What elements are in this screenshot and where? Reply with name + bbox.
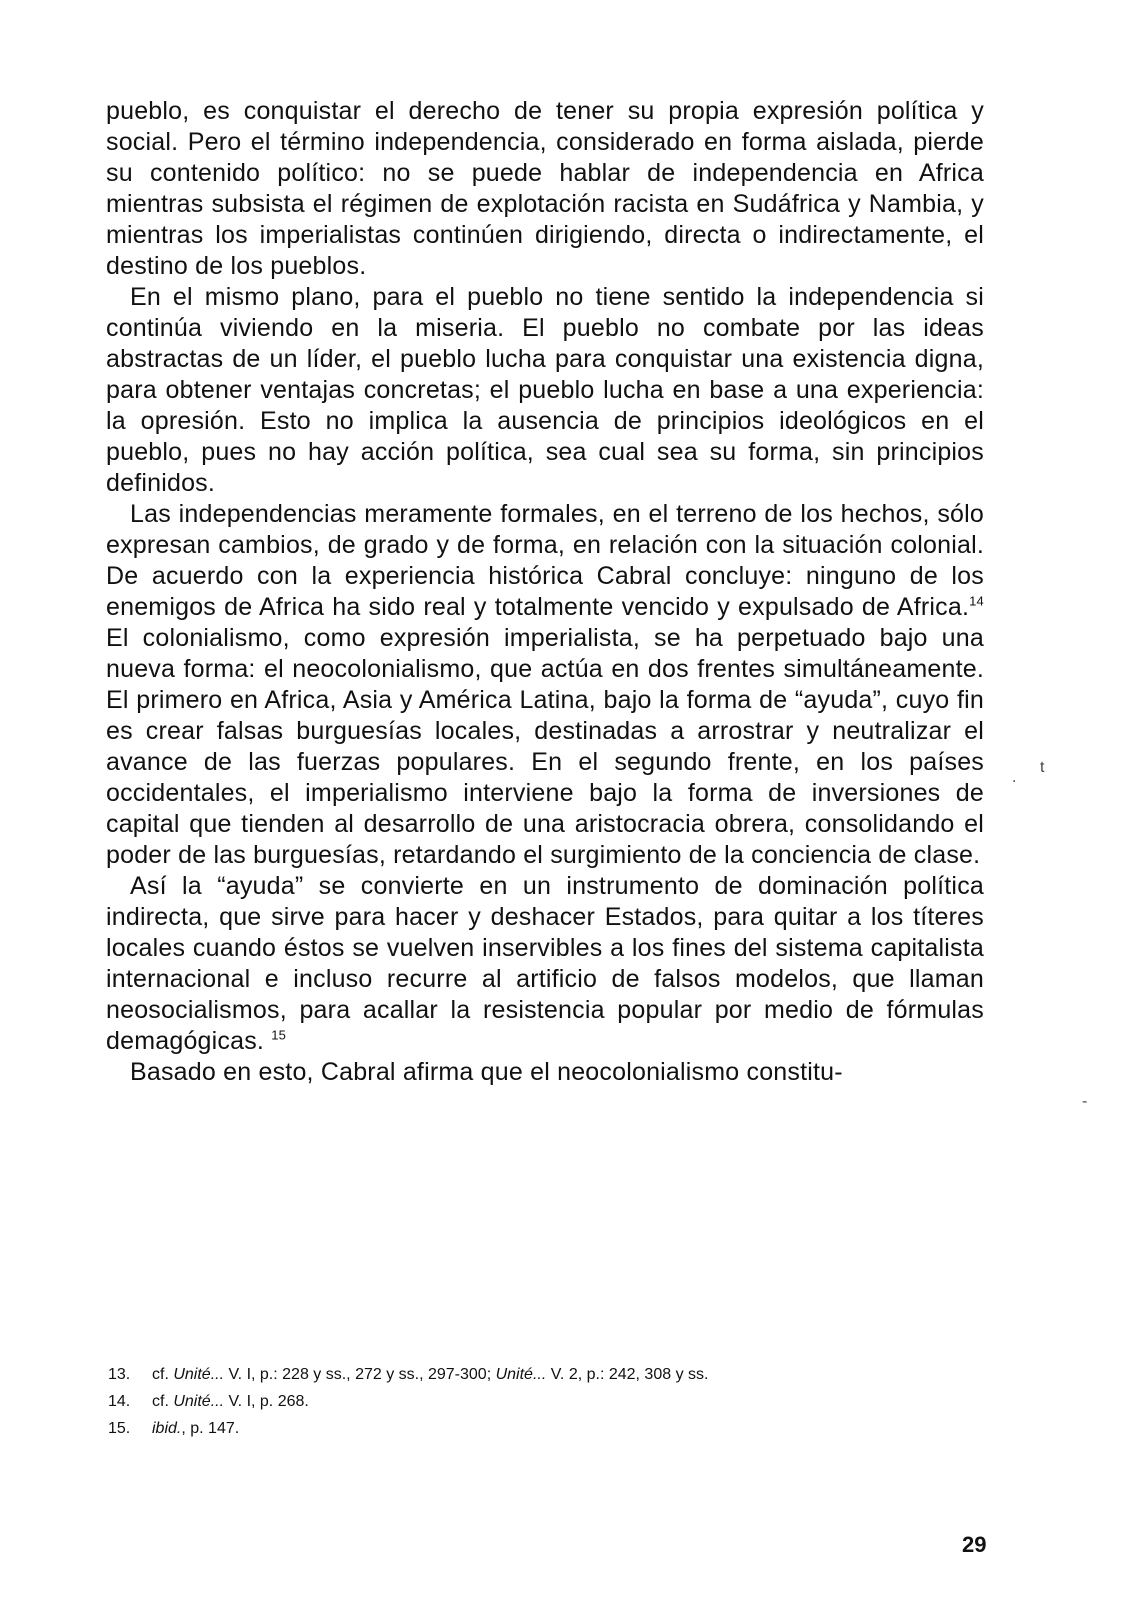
paragraph-text: pueblo, es conquistar el derecho de tener su propia expresión política y social. Pero el término independencia, considerado en forma aislada, pierde su contenido político: no se puede hablar de independencia en Africa mientras subsista el régimen de explotación racista en Sudáfrica y Nambia, y mientras los imperialistas continúen dirigiendo, directa o indirectamente, el destino de los pueblos. xyxy=(106,97,984,280)
paragraph-text: El colonialismo, como expresión imperialista, se ha perpetuado bajo una nueva forma: el neocolonialismo, que actúa en dos frentes simultáneamente. El primero en Africa, Asia y América Latina, bajo la forma de “ayuda”, cuyo fin es crear falsas burguesías locales, destinadas a arrostrar y neutralizar el avance de las fuerzas populares. En el segundo frente, en los países occidentales, el imperialismo interviene bajo la forma de inversiones de capital que tienden al desarrollo de una aristocracia obrera, consolidando el poder de las burguesías, retardando el surgimiento de la conciencia de clase. xyxy=(106,624,984,869)
footnote-italic: ibid. xyxy=(152,1420,182,1437)
footnote-number: 13. xyxy=(108,1366,131,1383)
margin-mark: t xyxy=(1040,759,1045,776)
footnote xyxy=(108,1361,988,1388)
footnote-plain: V. I, p.: 228 y ss., 272 y ss., 297-300; xyxy=(224,1366,496,1383)
footnote-text xyxy=(152,1388,309,1415)
margin-mark: - xyxy=(1082,1093,1088,1110)
footnote-reference: 15 xyxy=(271,1027,287,1043)
footnote-italic: Unité... xyxy=(173,1366,225,1383)
footnote-reference: 14 xyxy=(969,593,984,609)
footnote-number: 15. xyxy=(108,1420,131,1437)
footnote-italic: Unité... xyxy=(495,1366,547,1383)
paragraph xyxy=(106,1057,984,1088)
footnote-plain: V. 2, p.: 242, 308 y ss. xyxy=(546,1366,709,1383)
footnote-text xyxy=(152,1415,239,1442)
paragraph xyxy=(106,96,984,282)
footnote xyxy=(108,1388,988,1415)
footnote-plain: V. I, p. 268. xyxy=(224,1393,309,1410)
footnotes xyxy=(108,1361,988,1442)
footnote xyxy=(108,1415,988,1442)
paragraph xyxy=(106,871,984,1057)
footnote-plain: cf. xyxy=(152,1366,174,1383)
footnote-plain: cf. xyxy=(152,1393,174,1410)
margin-mark: . xyxy=(1012,769,1017,786)
paragraph xyxy=(106,499,984,871)
paragraph-text: En el mismo plano, para el pueblo no tiene sentido la independencia si continúa viviendo en la miseria. El pueblo no combate por las ideas abstractas de un líder, el pueblo lucha para conquistar una existencia digna, para obtener ventajas concretas; el pueblo lucha en base a una experiencia: la opresión. Esto no implica la ausencia de principios ideológicos en el pueblo, pues no hay acción política, sea cual sea su forma, sin principios definidos. xyxy=(106,283,984,497)
footnote-plain: , p. 147. xyxy=(181,1420,240,1437)
footnote-italic: Unité... xyxy=(173,1393,225,1410)
page-number: 29 xyxy=(962,1532,987,1557)
footnote-text xyxy=(152,1361,708,1388)
paragraph-text: Basado en esto, Cabral afirma que el neocolonialismo constitu- xyxy=(130,1058,843,1086)
body-text xyxy=(106,96,984,1088)
paragraph-text: Las independencias meramente formales, en el terreno de los hechos, sólo expresan cambios, de grado y de forma, en relación con la situación colonial. De acuerdo con la experiencia histórica Cabral concluye: ninguno de los enemigos de Africa ha sido real y totalmente vencido y expulsado de Africa. xyxy=(106,500,984,621)
paragraph-text: Así la “ayuda” se convierte en un instrumento de dominación política indirecta, que sirve para hacer y deshacer Estados, para quitar a los títeres locales cuando éstos se vuelven inservibles a los fines del sistema capitalista internacional e incluso recurre al artificio de falsos modelos, que llaman neosocialismos, para acallar la resistencia popular por medio de fórmulas demagógicas. xyxy=(106,872,984,1055)
footnote-number: 14. xyxy=(108,1393,131,1410)
page-body xyxy=(106,96,984,1088)
paragraph xyxy=(106,282,984,499)
